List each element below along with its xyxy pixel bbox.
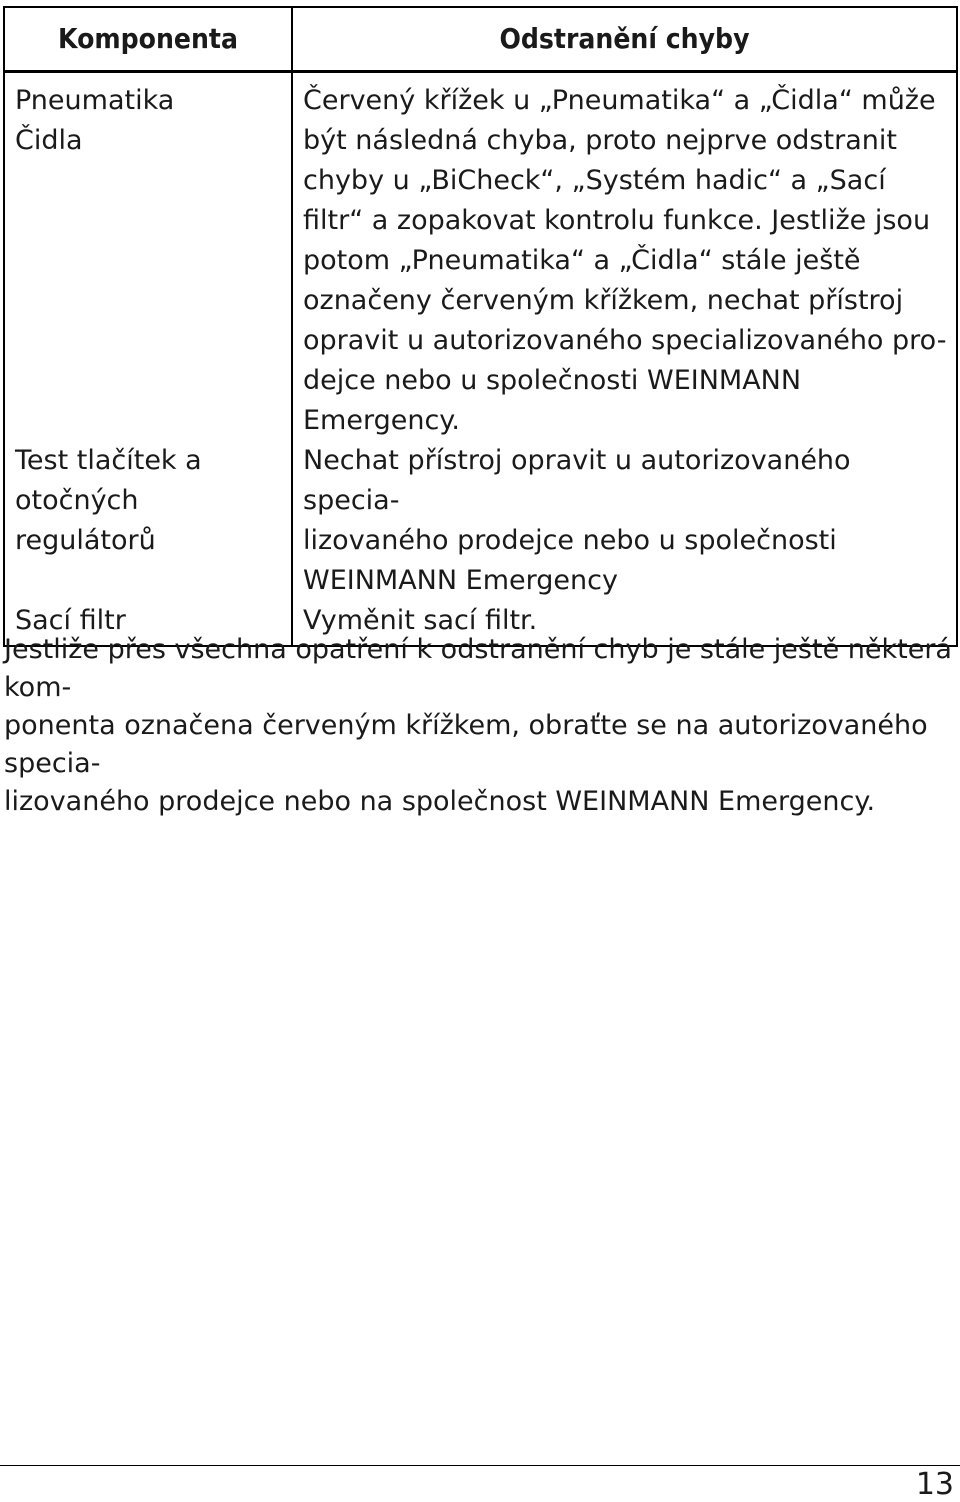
remedy-text: opravit u autorizovaného specializovaného pro- — [303, 325, 947, 356]
remedy-text: chyby u „BiCheck“, „Systém hadic“ a „Sací — [303, 165, 886, 196]
component-column-header: Komponenta — [4, 7, 292, 72]
remedy-text: označeny červeným křížkem, nechat přístroj — [303, 285, 904, 316]
note-line: ponenta označena červeným křížkem, obraťte se na autorizovaného specia- — [4, 710, 928, 779]
remedy-text: Vyměnit sací filtr. — [303, 605, 538, 636]
remedy-text: filtr“ a zopakovat kontrolu funkce. Jestliže jsou — [303, 205, 931, 236]
table-header-row — [4, 7, 957, 72]
component-text: Čidla — [15, 125, 83, 156]
component-cell — [4, 72, 292, 442]
table-row — [4, 441, 957, 601]
troubleshooting-table — [3, 6, 958, 647]
component-text: otočných regulátorů — [15, 485, 156, 556]
remedy-text: potom „Pneumatika“ a „Čidla“ stále ještě — [303, 245, 861, 276]
remedy-cell — [292, 72, 957, 442]
component-text: Sací filtr — [15, 605, 126, 636]
closing-note — [4, 631, 954, 821]
page-number: 13 — [915, 1467, 954, 1502]
component-text: Test tlačítek a — [15, 445, 202, 476]
remedy-text: Červený křížek u „Pneumatika“ a „Čidla“ může — [303, 85, 936, 116]
component-cell — [4, 441, 292, 601]
footer-rule — [0, 1465, 960, 1466]
remedy-text: Emergency. — [303, 405, 461, 436]
remedy-column-header: Odstranění chyby — [292, 7, 957, 72]
table-row — [4, 72, 957, 442]
remedy-text: lizovaného prodejce nebo u společnosti — [303, 525, 837, 556]
remedy-text: být následná chyba, proto nejprve odstranit — [303, 125, 897, 156]
component-text: Pneumatika — [15, 85, 175, 116]
note-line: lizovaného prodejce nebo na společnost WEINMANN Emergency. — [4, 786, 876, 817]
remedy-cell — [292, 441, 957, 601]
remedy-text: WEINMANN Emergency — [303, 565, 618, 596]
remedy-text: Nechat přístroj opravit u autorizovaného specia- — [303, 445, 851, 516]
remedy-text: dejce nebo u společnosti WEINMANN — [303, 365, 802, 396]
note-line: Jestliže přes všechna opatření k odstranění chyb je stále ještě některá kom- — [4, 634, 952, 703]
